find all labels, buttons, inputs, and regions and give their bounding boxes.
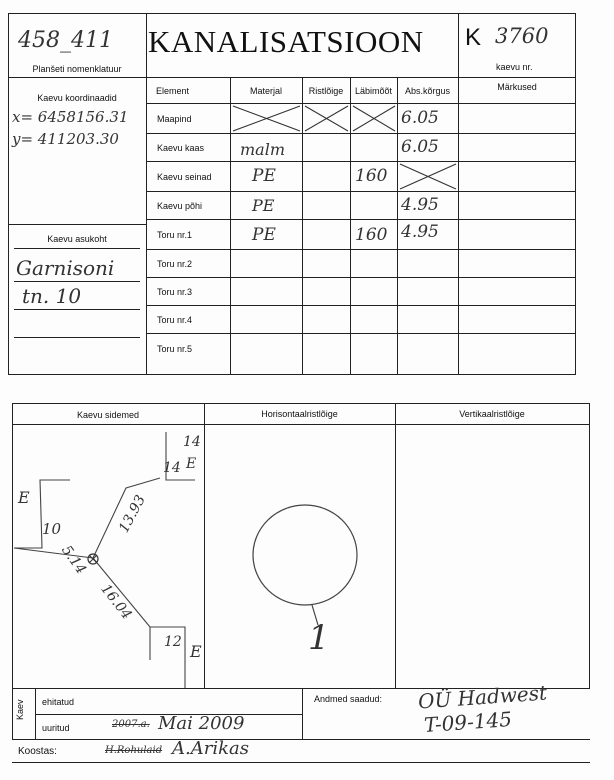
cell-abs: 4.95 xyxy=(401,195,439,215)
horizontal-section-label: Horisontaalristlõige xyxy=(261,409,338,419)
nomenclature-label: Planšeti nomenklatuur xyxy=(32,64,122,74)
compiled-label: Koostas: xyxy=(18,746,57,757)
table-row-element: Toru nr.2 xyxy=(157,259,193,269)
well-prefix: K xyxy=(465,24,482,51)
cell-abs: 4.95 xyxy=(401,222,439,242)
checked-label: uuritud xyxy=(42,723,70,733)
header-material: Materjal xyxy=(249,86,282,96)
sketch-label: 10 xyxy=(42,520,62,538)
page-title: KANALISATSIOON xyxy=(148,24,424,59)
table-row-element: Kaevu seinad xyxy=(157,172,212,182)
compiled-value: A.Arikas xyxy=(172,738,249,759)
location-line-1: Garnisoni xyxy=(16,256,115,280)
header-diameter: Läbimõõt xyxy=(354,86,393,96)
table-row-element: Kaevu põhi xyxy=(157,201,203,211)
sketch-label: E xyxy=(190,642,202,661)
data-from-label: Andmed saadud: xyxy=(314,694,383,704)
vertical-section-label: Vertikaalristlõige xyxy=(459,409,525,419)
sketch-label: 14 xyxy=(183,434,201,450)
sketch-label: 13.93 xyxy=(116,492,149,536)
cell-abs: 6.05 xyxy=(401,108,439,128)
cell-abs: 6.05 xyxy=(401,137,439,157)
cell-diameter: 160 xyxy=(355,166,388,186)
sketch-label: 5.14 xyxy=(58,542,90,578)
header-abs-height: Abs.kõrgus xyxy=(404,86,451,96)
table-row-element: Kaevu kaas xyxy=(157,143,205,153)
compiled-crossed: H.Rohulaid xyxy=(105,745,163,756)
cell-diameter: 160 xyxy=(355,225,388,245)
nomenclature-value: 458_411 xyxy=(18,28,113,53)
data-from-line-2: T-09-145 xyxy=(423,706,513,738)
sketch-label: E xyxy=(186,456,197,472)
well-number-label: kaevu nr. xyxy=(496,62,533,72)
well-number: 3760 xyxy=(495,24,549,48)
table-row-element: Toru nr.3 xyxy=(157,287,193,297)
location-line-2: tn. 10 xyxy=(22,284,82,308)
table-row-element: Toru nr.1 xyxy=(157,230,193,240)
sketch-label: E xyxy=(18,488,30,507)
table-row-element: Maapind xyxy=(157,114,192,124)
coordinate-x: x= 6458156.31 xyxy=(12,108,129,126)
pipe-mark: 1 xyxy=(308,618,330,658)
coordinates-label: Kaevu koordinaadid xyxy=(37,93,117,103)
checked-value: Mai 2009 xyxy=(158,713,245,734)
checked-crossed: 2007.a. xyxy=(112,719,150,730)
cell-material: PE xyxy=(252,196,275,215)
data-from-line-1: OÜ Hadwest xyxy=(417,680,548,714)
cell-material: malm xyxy=(240,140,285,159)
header-cross-section: Ristlõige xyxy=(308,86,344,96)
header-remarks: Märkused xyxy=(497,82,537,92)
built-label: ehitatud xyxy=(42,697,75,707)
sketch-label: 14 xyxy=(163,460,181,476)
table-row-element: Toru nr.5 xyxy=(157,344,193,354)
table-row-element: Toru nr.4 xyxy=(157,315,193,325)
cell-material: PE xyxy=(252,225,276,245)
well-circle xyxy=(253,505,357,605)
cell-material: PE xyxy=(252,166,276,186)
location-label: Kaevu asukoht xyxy=(47,234,107,244)
coordinate-y: y= 411203.30 xyxy=(12,130,119,148)
sketch-label: 12 xyxy=(164,634,182,650)
ties-label: Kaevu sidemed xyxy=(76,410,140,420)
sketch-label: 16.04 xyxy=(97,581,135,623)
side-label: Kaev xyxy=(15,699,25,720)
header-element: Element xyxy=(156,86,190,96)
